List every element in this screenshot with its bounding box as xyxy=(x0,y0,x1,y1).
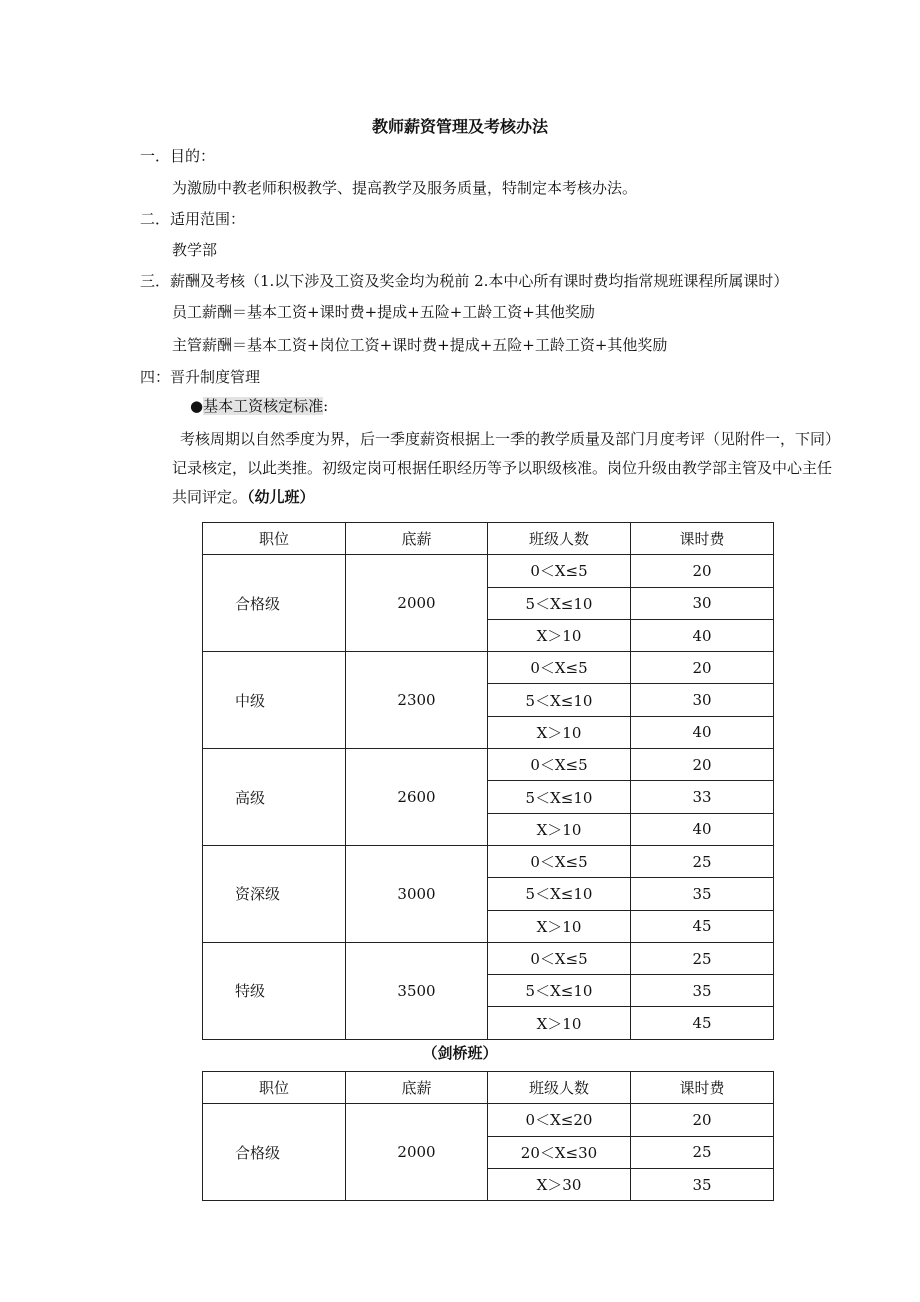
class-size-cell: 5＜X≤10 xyxy=(488,878,631,910)
table-row xyxy=(203,845,774,877)
column-header: 班级人数 xyxy=(488,523,631,555)
lesson-fee-cell: 20 xyxy=(631,555,774,587)
section-4-heading: 四：晋升制度管理 xyxy=(140,368,261,386)
class-size-cell: X＞10 xyxy=(488,1007,631,1039)
class-size-cell: 5＜X≤10 xyxy=(488,587,631,619)
column-header: 班级人数 xyxy=(488,1072,631,1104)
class-size-cell: 5＜X≤10 xyxy=(488,781,631,813)
assessment-paragraph xyxy=(172,425,844,512)
table-header-row xyxy=(203,1072,774,1104)
class-size-cell: 0＜X≤20 xyxy=(488,1104,631,1136)
assessment-paragraph-text: 考核周期以自然季度为界，后一季度薪资根据上一季的教学质量及部门月度考评（见附件一，下同）记录核定，以此类推。初级定岗可根据任职经历等予以职级核准。岗位升级由教学部主管及中心主任共同评定。 xyxy=(172,430,841,506)
class-size-cell: 0＜X≤5 xyxy=(488,942,631,974)
section-2-heading: 二．适用范围： xyxy=(140,210,246,228)
class-size-cell: 0＜X≤5 xyxy=(488,749,631,781)
column-header: 课时费 xyxy=(631,523,774,555)
class-size-cell: 0＜X≤5 xyxy=(488,845,631,877)
lesson-fee-cell: 20 xyxy=(631,652,774,684)
position-cell: 高级 xyxy=(203,749,346,846)
column-header: 底薪 xyxy=(346,1072,488,1104)
bullet-heading-text: 基本工资核定标准 xyxy=(203,397,324,415)
table-row xyxy=(203,1104,774,1136)
lesson-fee-cell: 25 xyxy=(631,942,774,974)
position-cell: 特级 xyxy=(203,942,346,1039)
document-title: 教师薪资管理及考核办法 xyxy=(371,117,548,136)
kindergarten-caption: （幼儿班） xyxy=(247,488,315,506)
lesson-fee-cell: 35 xyxy=(631,878,774,910)
column-header: 职位 xyxy=(203,523,346,555)
base-salary-cell: 2600 xyxy=(346,749,488,846)
lesson-fee-cell: 30 xyxy=(631,587,774,619)
class-size-cell: X＞30 xyxy=(488,1168,631,1200)
section-1-body: 为激励中教老师积极教学、提高教学及服务质量，特制定本考核办法。 xyxy=(172,179,638,197)
table-row xyxy=(203,652,774,684)
table-row xyxy=(203,555,774,587)
bullet-colon: : xyxy=(323,397,329,415)
base-salary-cell: 3000 xyxy=(346,845,488,942)
column-header: 课时费 xyxy=(631,1072,774,1104)
lesson-fee-cell: 33 xyxy=(631,781,774,813)
bullet-dot-icon: ● xyxy=(190,397,204,415)
position-cell: 合格级 xyxy=(203,1104,346,1201)
cambridge-salary-table xyxy=(202,1071,774,1201)
base-salary-cell: 3500 xyxy=(346,942,488,1039)
position-cell: 合格级 xyxy=(203,555,346,652)
position-cell: 中级 xyxy=(203,652,346,749)
section-3-heading: 三．薪酬及考核（1.以下涉及工资及奖金均为税前 2.本中心所有课时费均指常规班课程所属课时） xyxy=(140,272,789,290)
class-size-cell: 0＜X≤5 xyxy=(488,652,631,684)
lesson-fee-cell: 20 xyxy=(631,749,774,781)
section-1-heading: 一．目的： xyxy=(140,147,216,165)
class-size-cell: X＞10 xyxy=(488,619,631,651)
lesson-fee-cell: 45 xyxy=(631,910,774,942)
employee-salary-formula: 员工薪酬＝基本工资+课时费+提成+五险+工龄工资+其他奖励 xyxy=(172,303,595,321)
kindergarten-salary-table xyxy=(202,522,774,1040)
class-size-cell: 0＜X≤5 xyxy=(488,555,631,587)
table-row xyxy=(203,942,774,974)
column-header: 底薪 xyxy=(346,523,488,555)
bullet-heading xyxy=(190,395,328,416)
lesson-fee-cell: 40 xyxy=(631,619,774,651)
supervisor-salary-formula: 主管薪酬＝基本工资+岗位工资+课时费+提成+五险+工龄工资+其他奖励 xyxy=(172,336,668,354)
class-size-cell: 5＜X≤10 xyxy=(488,684,631,716)
lesson-fee-cell: 35 xyxy=(631,975,774,1007)
lesson-fee-cell: 25 xyxy=(631,1136,774,1168)
lesson-fee-cell: 25 xyxy=(631,845,774,877)
cambridge-caption: （剑桥班） xyxy=(422,1044,498,1062)
base-salary-cell: 2000 xyxy=(346,555,488,652)
table-header-row xyxy=(203,523,774,555)
lesson-fee-cell: 40 xyxy=(631,813,774,845)
class-size-cell: X＞10 xyxy=(488,910,631,942)
table-row xyxy=(203,749,774,781)
lesson-fee-cell: 45 xyxy=(631,1007,774,1039)
lesson-fee-cell: 20 xyxy=(631,1104,774,1136)
lesson-fee-cell: 35 xyxy=(631,1168,774,1200)
base-salary-cell: 2300 xyxy=(346,652,488,749)
section-2-body: 教学部 xyxy=(172,241,218,259)
base-salary-cell: 2000 xyxy=(346,1104,488,1201)
class-size-cell: X＞10 xyxy=(488,716,631,748)
class-size-cell: 5＜X≤10 xyxy=(488,975,631,1007)
lesson-fee-cell: 30 xyxy=(631,684,774,716)
class-size-cell: X＞10 xyxy=(488,813,631,845)
lesson-fee-cell: 40 xyxy=(631,716,774,748)
column-header: 职位 xyxy=(203,1072,346,1104)
class-size-cell: 20＜X≤30 xyxy=(488,1136,631,1168)
position-cell: 资深级 xyxy=(203,845,346,942)
